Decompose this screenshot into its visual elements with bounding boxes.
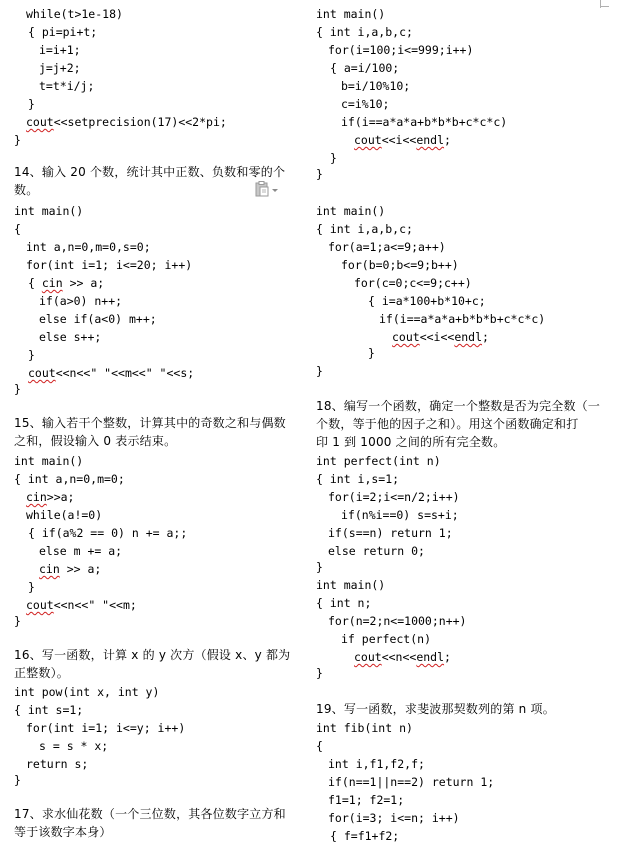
question-17-text: 17、求水仙花数（一个三位数，其各位数字立方和 bbox=[14, 807, 286, 821]
spell-flag: cin bbox=[39, 562, 60, 576]
code-line: } bbox=[316, 560, 323, 574]
code-line: for(c=0;c<=9;c++) bbox=[354, 276, 472, 290]
code-line: } bbox=[330, 151, 337, 165]
code-line: else return 0; bbox=[328, 544, 425, 558]
code-line: for(b=0;b<=9;b++) bbox=[341, 258, 459, 272]
code-line: { i=a*100+b*10+c; bbox=[368, 294, 486, 308]
code-line: { bbox=[316, 739, 323, 753]
code-line: if(i==a*a*a+b*b*b+c*c*c) bbox=[341, 115, 508, 129]
question-14-text: 数。 bbox=[14, 183, 39, 197]
code-line: for(i=100;i<=999;i++) bbox=[328, 43, 474, 57]
code-line: { int i,s=1; bbox=[316, 472, 400, 486]
code-line: } bbox=[14, 382, 21, 396]
code-line: { int s=1; bbox=[14, 703, 84, 717]
question-14-text: 14、输入 20 个数，统计其中正数、负数和零的个 bbox=[14, 165, 286, 179]
code-line: cout<<n<<" "<<m<<" "<<s; bbox=[28, 366, 195, 380]
code-line: } bbox=[316, 666, 323, 680]
code-line: else if(a<0) m++; bbox=[39, 312, 157, 326]
code-line: { int i,a,b,c; bbox=[316, 222, 413, 236]
code-line: if(a>0) n++; bbox=[39, 294, 123, 308]
code-line: { bbox=[14, 222, 21, 236]
code-line: while(a!=0) bbox=[26, 508, 103, 522]
code-line: if(n==1||n==2) return 1; bbox=[328, 775, 495, 789]
code-line: { int n; bbox=[316, 596, 372, 610]
code-line: for(int i=1; i<=y; i++) bbox=[26, 721, 186, 735]
code-line: } bbox=[28, 97, 35, 111]
code-line: for(i=3; i<=n; i++) bbox=[328, 811, 460, 825]
code-line: cout<<i<<endl; bbox=[354, 133, 451, 147]
code-line: int main() bbox=[316, 578, 386, 592]
code-line: s = s * x; bbox=[39, 739, 109, 753]
question-18-text: 18、编写一个函数，确定一个整数是否为完全数（一 bbox=[316, 399, 601, 413]
code-line: if(n%i==0) s=s+i; bbox=[341, 508, 459, 522]
code-line: cout<<setprecision(17)<<2*pi; bbox=[26, 115, 227, 129]
code-line: if(i==a*a*a+b*b*b+c*c*c) bbox=[379, 312, 546, 326]
code-line: int main() bbox=[316, 204, 386, 218]
code-line: int main() bbox=[316, 7, 386, 21]
code-line: } bbox=[316, 167, 323, 181]
spell-flag: endl bbox=[416, 133, 445, 147]
question-18-text: 印 1 到 1000 之间的所有完全数。 bbox=[316, 435, 506, 449]
code-line: { a=i/100; bbox=[330, 61, 400, 75]
code-line: int main() bbox=[14, 454, 84, 468]
code-line: int main() bbox=[14, 204, 84, 218]
code-line: } bbox=[28, 348, 35, 362]
code-line: int perfect(int n) bbox=[316, 454, 441, 468]
code-line: return s; bbox=[26, 757, 89, 771]
paste-options-icon[interactable] bbox=[255, 181, 279, 197]
spell-flag: cin bbox=[26, 490, 47, 504]
spell-flag: cout bbox=[354, 133, 382, 147]
question-16-text: 正整数）。 bbox=[14, 666, 70, 680]
code-line: if(s==n) return 1; bbox=[328, 526, 453, 540]
spell-flag: endl bbox=[454, 330, 483, 344]
code-line: else m += a; bbox=[39, 544, 123, 558]
code-line: cin >> a; bbox=[39, 562, 102, 576]
code-line: f1=1; f2=1; bbox=[328, 793, 405, 807]
spell-flag: cout bbox=[392, 330, 420, 344]
spell-flag: cin bbox=[41, 276, 63, 290]
code-line: { f=f1+f2; bbox=[330, 829, 400, 843]
code-line: { int a,n=0,m=0; bbox=[14, 472, 125, 486]
code-line: for(i=2;i<=n/2;i++) bbox=[328, 490, 460, 504]
code-line: int a,n=0,m=0,s=0; bbox=[26, 240, 151, 254]
code-line: cout<<i<<endl; bbox=[392, 330, 489, 344]
question-17-text: 等于该数字本身） bbox=[14, 825, 112, 839]
code-line: { if(a%2 == 0) n += a;; bbox=[28, 526, 188, 540]
code-line: } bbox=[28, 580, 35, 594]
code-line: cout<<n<<endl; bbox=[354, 650, 451, 664]
question-18-text: 个数，等于他的因子之和）。用这个函数确定和打 bbox=[316, 417, 579, 431]
code-line: } bbox=[14, 133, 21, 147]
code-line: j=j+2; bbox=[39, 61, 81, 75]
code-line: for(int i=1; i<=20; i++) bbox=[26, 258, 193, 272]
code-line: } bbox=[316, 364, 323, 378]
code-line: { int i,a,b,c; bbox=[316, 25, 413, 39]
code-line: b=i/10%10; bbox=[341, 79, 411, 93]
question-19-text: 19、写一函数，求斐波那契数列的第 n 项。 bbox=[316, 702, 555, 716]
code-line: cin>>a; bbox=[26, 490, 75, 504]
page-corner-mark bbox=[601, 6, 609, 7]
code-line: else s++; bbox=[39, 330, 102, 344]
code-line: int i,f1,f2,f; bbox=[328, 757, 425, 771]
question-15-text: 之和，假设输入 0 表示结束。 bbox=[14, 434, 177, 448]
code-line: for(n=2;n<=1000;n++) bbox=[328, 614, 467, 628]
question-16-text: 16、写一函数，计算 x 的 y 次方（假设 x、y 都为 bbox=[14, 648, 291, 662]
code-line: int fib(int n) bbox=[316, 721, 413, 735]
code-line: { pi=pi+t; bbox=[28, 25, 98, 39]
code-line: } bbox=[14, 614, 21, 628]
spell-flag: endl bbox=[416, 650, 445, 664]
code-line: while(t>1e-18) bbox=[26, 7, 123, 21]
code-line: t=t*i/j; bbox=[39, 79, 95, 93]
spell-flag: cout bbox=[28, 366, 56, 380]
spell-flag: cout bbox=[26, 598, 54, 612]
code-line: } bbox=[14, 773, 21, 787]
code-line: } bbox=[368, 346, 375, 360]
code-line: cout<<n<<" "<<m; bbox=[26, 598, 137, 612]
code-line: if perfect(n) bbox=[341, 632, 432, 646]
code-line: c=i%10; bbox=[341, 97, 390, 111]
code-line: i=i+1; bbox=[39, 43, 81, 57]
spell-flag: cout bbox=[354, 650, 382, 664]
code-line: int pow(int x, int y) bbox=[14, 685, 160, 699]
code-line: { cin >> a; bbox=[28, 276, 105, 290]
spell-flag: cout bbox=[26, 115, 54, 129]
question-15-text: 15、输入若干个整数，计算其中的奇数之和与偶数 bbox=[14, 416, 286, 430]
code-line: for(a=1;a<=9;a++) bbox=[328, 240, 446, 254]
